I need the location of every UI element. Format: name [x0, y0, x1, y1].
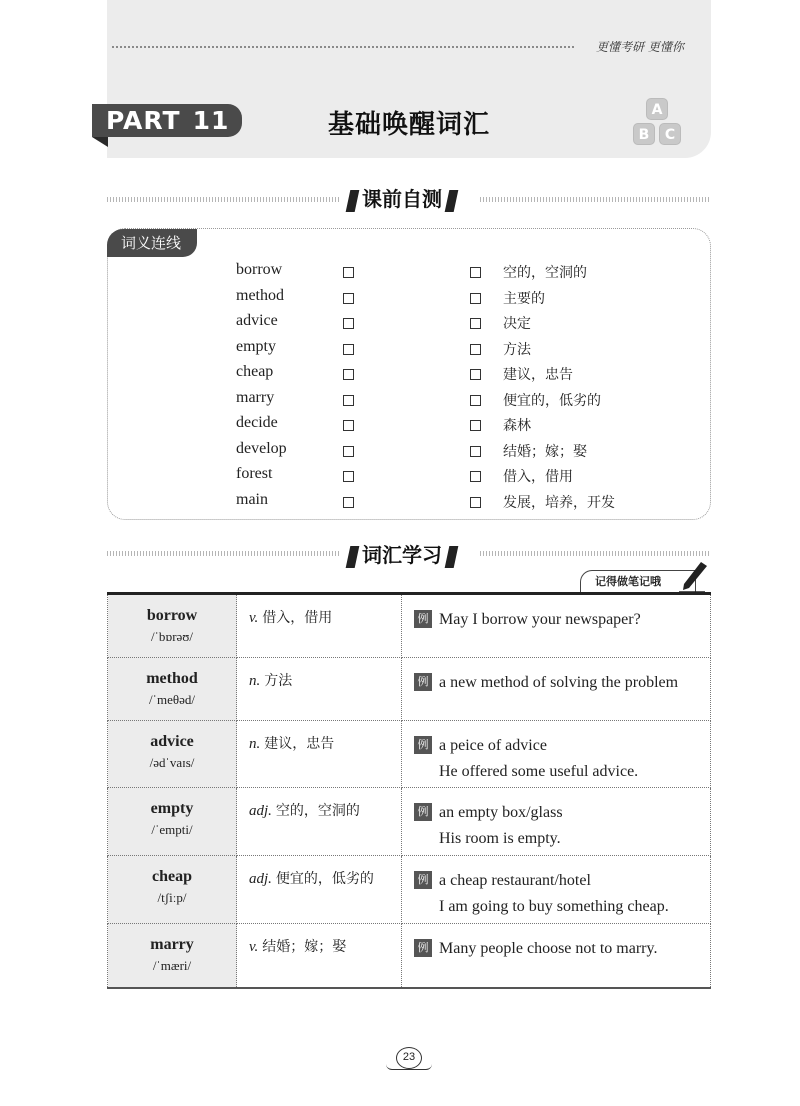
- matching-word: develop: [236, 440, 287, 457]
- page-number: 23: [396, 1047, 422, 1069]
- part-number: 11: [192, 106, 230, 135]
- word-cell: [108, 788, 237, 856]
- word-cell: [108, 594, 237, 658]
- example-marker-icon: 例: [414, 673, 432, 691]
- part-badge: [92, 104, 242, 137]
- example-cell: [402, 924, 711, 988]
- page-title: 基础唤醒词汇: [328, 110, 491, 140]
- checkbox-right[interactable]: [470, 420, 481, 431]
- checkbox-left[interactable]: [343, 369, 354, 380]
- vocab-word: marry: [150, 936, 194, 953]
- part-of-speech: v.: [249, 939, 259, 955]
- flag-icon: [445, 546, 459, 568]
- vocab-meaning: 结婚；嫁；娶: [262, 939, 347, 955]
- matching-word: method: [236, 287, 284, 304]
- checkbox-right[interactable]: [470, 446, 481, 457]
- section-title-vocab: [343, 539, 461, 568]
- section-rule-left: [107, 551, 339, 556]
- checkbox-right[interactable]: [470, 344, 481, 355]
- vocab-row: [108, 924, 711, 988]
- section-rule-left: [107, 197, 339, 202]
- header-dotted-rule: [112, 46, 574, 48]
- example-marker-icon: 例: [414, 736, 432, 754]
- note-tag: 记得做笔记哦: [580, 570, 696, 592]
- abc-icon-a: A: [646, 98, 668, 120]
- word-cell: [108, 658, 237, 721]
- vocab-row: [108, 721, 711, 788]
- section-rule-right: [480, 551, 711, 556]
- example-sentence: He offered some useful advice.: [439, 763, 639, 780]
- matching-word: cheap: [236, 363, 274, 380]
- checkbox-left[interactable]: [343, 344, 354, 355]
- matching-row: [0, 287, 800, 313]
- checkbox-left[interactable]: [343, 497, 354, 508]
- vocab-word: advice: [150, 733, 194, 750]
- vocab-word: method: [146, 670, 198, 687]
- vocab-row: [108, 594, 711, 658]
- word-cell: [108, 924, 237, 988]
- abc-icon-b: B: [633, 123, 655, 145]
- vocab-phonetic: /ˈmæri/: [152, 958, 192, 973]
- page-number-ornament: [386, 1064, 432, 1070]
- meaning-cell: [237, 856, 402, 924]
- checkbox-left[interactable]: [343, 471, 354, 482]
- example-marker-icon: 例: [414, 871, 432, 889]
- matching-meaning: 空的，空洞的: [503, 265, 587, 281]
- vocab-meaning: 便宜的，低劣的: [275, 871, 374, 887]
- flag-icon: [346, 546, 360, 568]
- part-of-speech: n.: [249, 673, 261, 689]
- part-of-speech: adj.: [249, 871, 272, 887]
- matching-meaning: 发展，培养，开发: [503, 495, 615, 511]
- matching-row: [0, 389, 800, 415]
- vocab-meaning: 空的，空洞的: [275, 803, 360, 819]
- tagline: 更懂考研 更懂你: [596, 40, 684, 54]
- matching-row: [0, 414, 800, 440]
- checkbox-left[interactable]: [343, 267, 354, 278]
- meaning-cell: [237, 924, 402, 988]
- vocab-meaning: 建议，忠告: [264, 736, 335, 752]
- section-title-pretest: [343, 183, 461, 212]
- part-badge-fold: [92, 137, 108, 147]
- matching-word: main: [236, 491, 268, 508]
- word-cell: [108, 721, 237, 788]
- part-of-speech: adj.: [249, 803, 272, 819]
- example-sentence: I am going to buy something cheap.: [439, 898, 669, 915]
- matching-meaning: 借入，借用: [503, 469, 573, 485]
- meaning-cell: [237, 721, 402, 788]
- part-label: PART: [106, 106, 181, 135]
- pen-icon: [675, 560, 709, 594]
- matching-meaning: 便宜的，低劣的: [503, 393, 601, 409]
- example-sentence: a cheap restaurant/hotel: [439, 872, 591, 889]
- vocab-meaning: 借入，借用: [262, 610, 333, 626]
- checkbox-right[interactable]: [470, 369, 481, 380]
- matching-word: decide: [236, 414, 278, 431]
- matching-word: marry: [236, 389, 275, 406]
- example-sentence: May I borrow your newspaper?: [439, 611, 641, 628]
- section-title-text: 词汇学习: [362, 543, 442, 567]
- flag-icon: [346, 190, 360, 212]
- example-sentence: Many people choose not to marry.: [439, 940, 658, 957]
- checkbox-right[interactable]: [470, 293, 481, 304]
- example-marker-icon: 例: [414, 610, 432, 628]
- checkbox-right[interactable]: [470, 267, 481, 278]
- matching-word: empty: [236, 338, 276, 355]
- vocab-phonetic: /ˈempti/: [151, 822, 193, 837]
- matching-meaning: 结婚；嫁；娶: [503, 444, 587, 460]
- meaning-cell: [237, 658, 402, 721]
- vocab-row: [108, 788, 711, 856]
- vocab-word: borrow: [146, 607, 198, 624]
- checkbox-right[interactable]: [470, 471, 481, 482]
- matching-meaning: 方法: [503, 342, 531, 358]
- vocab-meaning: 方法: [264, 673, 293, 689]
- checkbox-left[interactable]: [343, 293, 354, 304]
- section-rule-right: [480, 197, 711, 202]
- word-cell: [108, 856, 237, 924]
- example-sentence: His room is empty.: [439, 830, 561, 847]
- matching-meaning: 主要的: [503, 291, 545, 307]
- meaning-cell: [237, 788, 402, 856]
- matching-row: [0, 338, 800, 364]
- part-of-speech: n.: [249, 736, 261, 752]
- checkbox-left[interactable]: [343, 395, 354, 406]
- section-title-text: 课前自测: [362, 187, 442, 211]
- matching-meaning: 森林: [503, 418, 531, 434]
- matching-box-label: 词义连线: [107, 229, 197, 257]
- vocab-word: empty: [150, 800, 194, 817]
- matching-meaning: 决定: [503, 316, 531, 332]
- vocab-table: [107, 592, 711, 989]
- example-sentence: a new method of solving the problem: [439, 674, 679, 691]
- checkbox-left[interactable]: [343, 318, 354, 329]
- vocab-phonetic: /ˈbɒrəʊ/: [150, 629, 194, 644]
- vocab-row: [108, 658, 711, 721]
- vocab-phonetic: /tʃiːp/: [157, 890, 187, 905]
- example-cell: [402, 856, 711, 924]
- checkbox-right[interactable]: [470, 395, 481, 406]
- example-cell: [402, 721, 711, 788]
- example-marker-icon: 例: [414, 803, 432, 821]
- example-marker-icon: 例: [414, 939, 432, 957]
- matching-row: [0, 491, 800, 517]
- vocab-phonetic: /ˈmeθəd/: [149, 692, 195, 707]
- matching-word: forest: [236, 465, 273, 482]
- abc-icon-c: C: [659, 123, 681, 145]
- checkbox-right[interactable]: [470, 497, 481, 508]
- example-cell: [402, 594, 711, 658]
- checkbox-left[interactable]: [343, 420, 354, 431]
- example-cell: [402, 788, 711, 856]
- matching-word: borrow: [236, 261, 283, 278]
- checkbox-right[interactable]: [470, 318, 481, 329]
- example-cell: [402, 658, 711, 721]
- matching-word: advice: [236, 312, 278, 329]
- matching-row: [0, 312, 800, 338]
- meaning-cell: [237, 594, 402, 658]
- vocab-phonetic: /ədˈvaɪs/: [149, 755, 195, 770]
- matching-meaning: 建议，忠告: [503, 367, 573, 383]
- vocab-row: [108, 856, 711, 924]
- example-sentence: a peice of advice: [439, 737, 547, 754]
- part-of-speech: v.: [249, 610, 259, 626]
- matching-row: [0, 465, 800, 491]
- flag-icon: [445, 190, 459, 212]
- matching-row: [0, 363, 800, 389]
- vocab-word: cheap: [152, 868, 192, 885]
- example-sentence: an empty box/glass: [439, 804, 563, 821]
- matching-row: [0, 440, 800, 466]
- matching-row: [0, 261, 800, 287]
- checkbox-left[interactable]: [343, 446, 354, 457]
